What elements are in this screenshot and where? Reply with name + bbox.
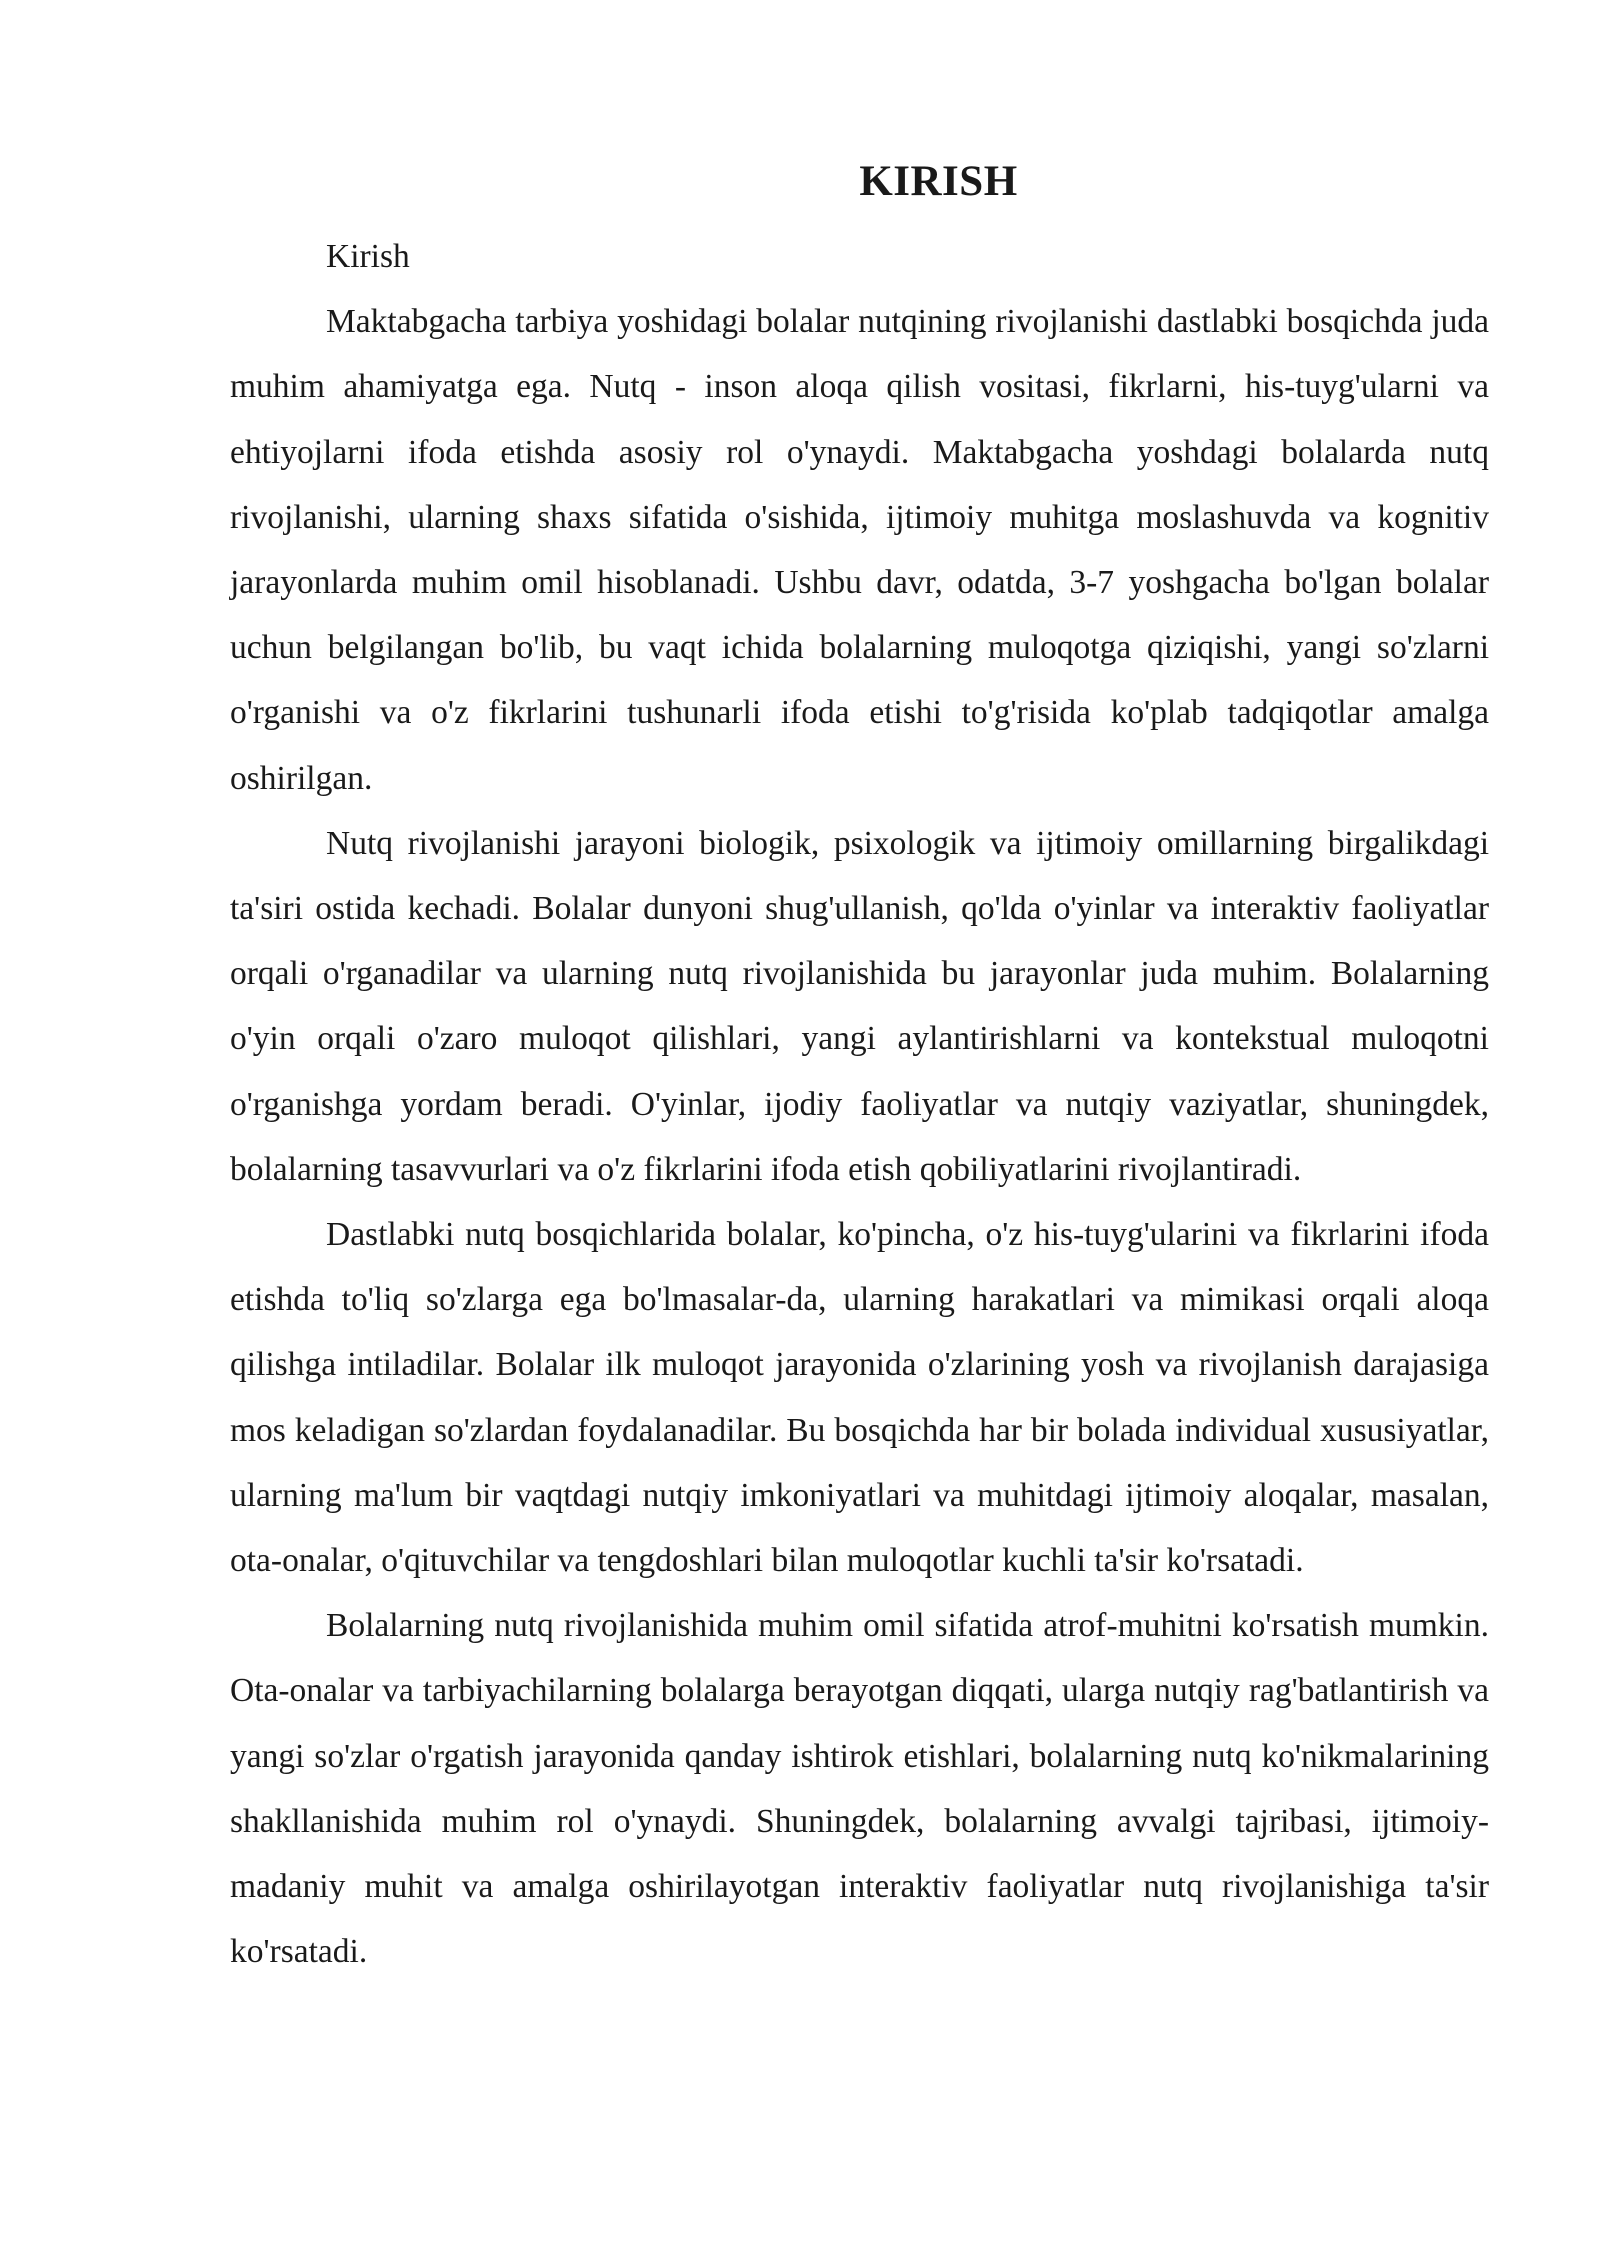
page-title: KIRISH	[859, 158, 1018, 205]
paragraph-2: Nutq rivojlanishi jarayoni biologik, psixologik va ijtimoiy omillarning birgalikdagi ta'siri ostida kechadi. Bolalar dunyoni shug'ullanish, qo'lda o'yinlar va interaktiv faoliyatlar orqali o'rganadilar va ularning nutq rivojlanishida bu jarayonlar juda muhim. Bolalarning o'yin orqali o'zaro muloqot qilishlari, yangi aylantirishlarni va kontekstual muloqotni o'rganishga yordam beradi. O'yinlar, ijodiy faoliyatlar va nutqiy vaziyatlar, shuningdek, bolalarning tasavvurlari va o'z fikrlarini ifoda etish qobiliyatlarini rivojlantiradi.	[230, 824, 1489, 1188]
paragraph-3: Dastlabki nutq bosqichlarida bolalar, ko'pincha, o'z his-tuyg'ularini va fikrlarini ifoda etishda to'liq so'zlarga ega bo'lmasalar-da, ularning harakatlari va mimikasi orqali aloqa qilishga intiladilar. Bolalar ilk muloqot jarayonida o'zlarining yosh va rivojlanish darajasiga mos keladigan so'zlardan foydalanadilar. Bu bosqichda har bir bolada individual xususiyatlar, ularning ma'lum bir vaqtdagi nutqiy imkoniyatlari va muhitdagi ijtimoiy aloqalar, masalan, ota-onalar, o'qituvchilar va tengdoshlari bilan muloqotlar kuchli ta'sir ko'rsatadi.	[230, 1216, 1489, 1580]
paragraph-4: Bolalarning nutq rivojlanishida muhim omil sifatida atrof-muhitni ko'rsatish mumkin. Ota-onalar va tarbiyachilarning bolalarga berayotgan diqqati, ularga nutqiy rag'batlantirish va yangi so'zlar o'rgatish jarayonida qanday ishtirok etishlari, bolalarning nutq ko'nikmalarining shakllanishida muhim rol o'ynaydi. Shuningdek, bolalarning avvalgi tajribasi, ijtimoiy-madaniy muhit va amalga oshirilayotgan interaktiv faoliyatlar nutq rivojlanishiga ta'sir ko'rsatadi.	[230, 1607, 1489, 1971]
paragraph-1: Maktabgacha tarbiya yoshidagi bolalar nutqining rivojlanishi dastlabki bosqichda juda muhim ahamiyatga ega. Nutq - inson aloqa qilish vositasi, fikrlarni, his-tuyg'ularni va ehtiyojlarni ifoda etishda asosiy rol o'ynaydi. Maktabgacha yoshdagi bolalarda nutq rivojlanishi, ularning shaxs sifatida o'sishida, ijtimoiy muhitga moslashuvda va kognitiv jarayonlarda muhim omil hisoblanadi. Ushbu davr, odatda, 3-7 yoshgacha bo'lgan bolalar uchun belgilangan bo'lib, bu vaqt ichida bolalarning muloqotga qiziqishi, yangi so'zlarni o'rganishi va o'z fikrlarini tushunarli ifoda etishi to'g'risida ko'plab tadqiqotlar amalga oshirilgan.	[230, 303, 1489, 797]
section-subheading: Kirish	[326, 238, 410, 275]
document-body	[230, 150, 1489, 1984]
